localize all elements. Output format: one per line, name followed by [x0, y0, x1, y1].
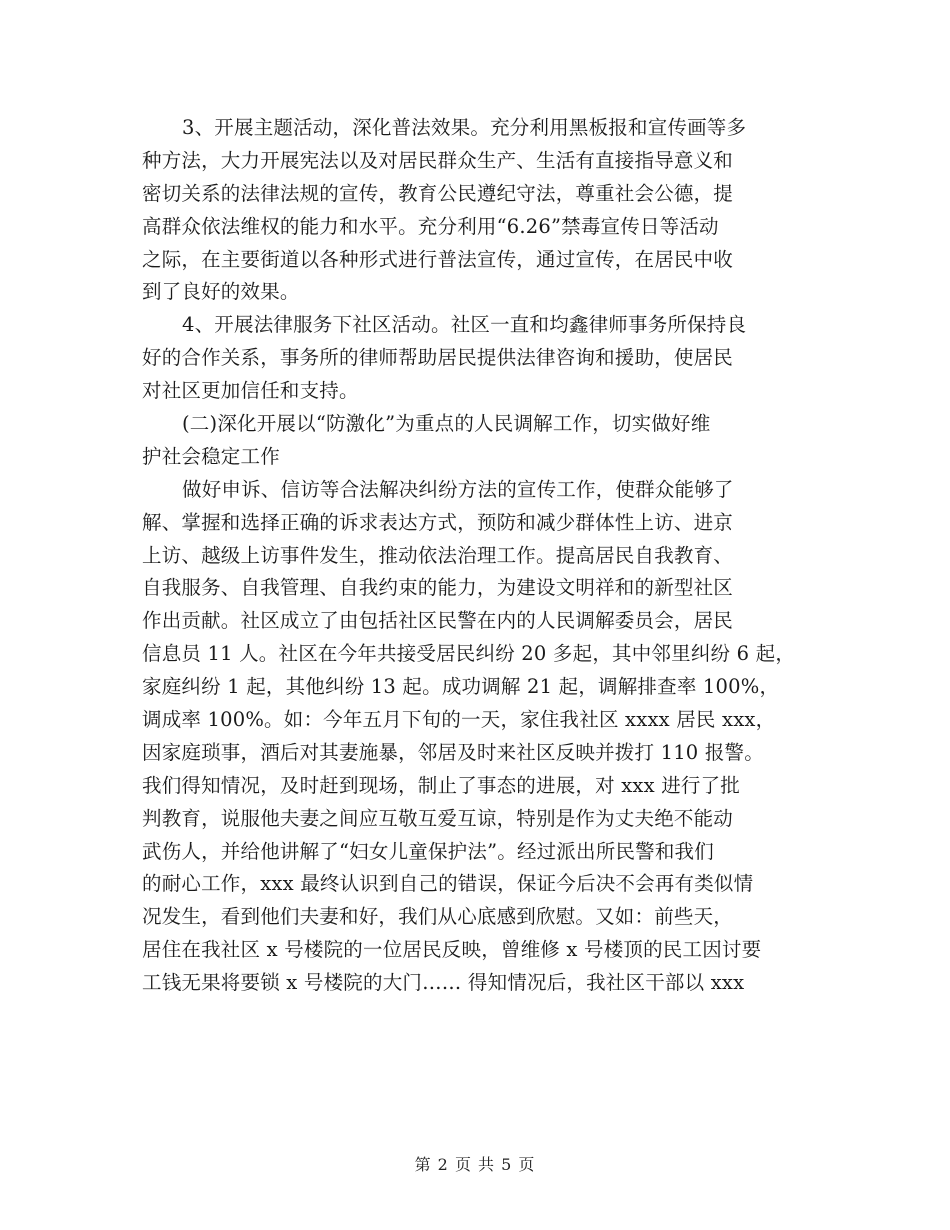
text-line: 做好申诉、信访等合法解决纠纷方法的宣传工作，使群众能够了: [182, 477, 734, 501]
text-line: 3、开展主题活动，深化普法效果。充分利用黑板报和宣传画等多: [182, 116, 747, 139]
text-line: 作出贡献。社区成立了由包括社区民警在内的人民调解委员会，居民: [142, 609, 734, 633]
text-line: 的耐心工作，xxx 最终认识到自己的错误，保证今后决不会再有类似情: [142, 872, 754, 896]
text-line: 况发生，看到他们夫妻和好，我们从心底感到欣慰。又如：前些天，: [142, 905, 734, 929]
text-line: 信息员 11 人。社区在今年共接受居民纠纷 20 多起，其中邻里纠纷 6 起，: [142, 642, 796, 666]
text-line: 调成率 100%。如：今年五月下旬的一天，家住我社区 xxxx 居民 xxx，: [142, 708, 776, 732]
text-line: 工钱无果将要锁 x 号楼院的大门…… 得知情况后，我社区干部以 xxx: [142, 971, 745, 995]
text-line: 我们得知情况，及时赶到现场，制止了事态的进展，对 xxx 进行了批: [142, 773, 740, 797]
text-line: 密切关系的法律法规的宣传，教育公民遵纪守法，尊重社会公德，提: [142, 181, 734, 205]
text-line: 武伤人，并给他讲解了“妇女儿童保护法”。经过派出所民警和我们: [142, 839, 714, 863]
text-line: (二)深化开展以“防激化”为重点的人民调解工作，切实做好维: [182, 412, 711, 436]
text-line: 对社区更加信任和支持。: [142, 379, 359, 403]
document-body: [142, 112, 812, 1000]
text-line: 上访、越级上访事件发生，推动依法治理工作。提高居民自我教育、: [142, 543, 734, 567]
text-line: 家庭纠纷 1 起，其他纠纷 13 起。成功调解 21 起，调解排查率 100%，: [142, 675, 780, 699]
text-line: 高群众依法维权的能力和水平。充分利用“6.26”禁毒宣传日等活动: [142, 214, 719, 238]
paragraph: [142, 309, 812, 408]
text-line: 护社会稳定工作: [142, 444, 280, 468]
page-footer: 第 2 页 共 5 页: [414, 1155, 536, 1174]
text-line: 判教育，说服他夫妻之间应互敬互爱互谅，特别是作为丈夫绝不能动: [142, 806, 734, 830]
text-line: 好的合作关系，事务所的律师帮助居民提供法律咨询和援助，使居民: [142, 346, 734, 370]
text-line: 4、开展法律服务下社区活动。社区一直和均鑫律师事务所保持良: [182, 313, 747, 337]
text-line: 因家庭琐事，酒后对其妻施暴，邻居及时来社区反映并拨打 110 报警。: [142, 740, 764, 764]
paragraph: [142, 112, 812, 309]
text-line: 种方法，大力开展宪法以及对居民群众生产、生活有直接指导意义和: [142, 148, 734, 172]
paragraph: [142, 474, 812, 1000]
text-line: 居住在我社区 x 号楼院的一位居民反映，曾维修 x 号楼顶的民工因讨要: [142, 938, 762, 962]
text-line: 到了良好的效果。: [142, 280, 300, 304]
paragraph: [142, 408, 812, 474]
text-line: 自我服务、自我管理、自我约束的能力，为建设文明祥和的新型社区: [142, 576, 734, 600]
text-line: 解、掌握和选择正确的诉求表达方式，预防和减少群体性上访、进京: [142, 510, 734, 534]
text-line: 之际，在主要街道以各种形式进行普法宣传，通过宣传，在居民中收: [142, 247, 734, 271]
